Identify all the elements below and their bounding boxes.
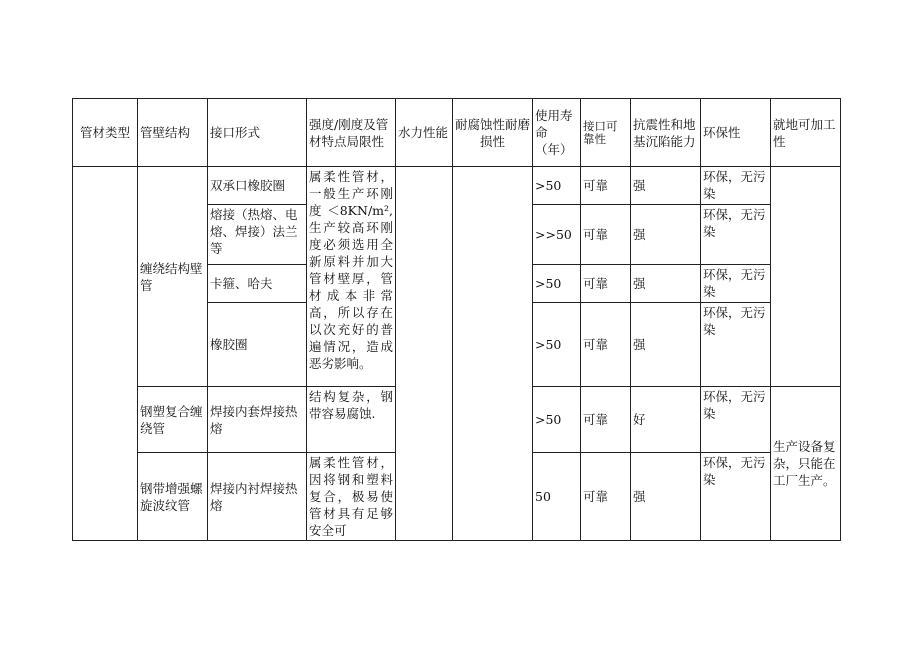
seismic-cell: 强 <box>631 167 701 205</box>
header-hydraulic: 水力性能 <box>396 99 453 167</box>
seismic-cell: 强 <box>631 453 701 541</box>
eco-cell: 环保，无污染 <box>701 265 771 303</box>
header-joint-form: 接口形式 <box>208 99 307 167</box>
header-eco: 环保性 <box>701 99 771 167</box>
wall-structure-cell: 钢塑复合缠绕管 <box>138 387 208 453</box>
header-onsite: 就地可加工性 <box>771 99 841 167</box>
hydraulic-cell <box>396 167 453 541</box>
reliability-cell: 可靠 <box>581 167 631 205</box>
header-pipe-type: 管材类型 <box>73 99 138 167</box>
table-row <box>73 167 841 205</box>
header-seismic: 抗震性和地基沉陷能力 <box>631 99 701 167</box>
corrosion-cell <box>453 167 533 541</box>
service-life-cell: >50 <box>533 387 581 453</box>
eco-cell: 环保，无污染 <box>701 167 771 205</box>
seismic-cell: 强 <box>631 303 701 387</box>
joint-form-cell: 焊接内衬焊接热熔 <box>208 453 307 541</box>
seismic-cell: 强 <box>631 205 701 265</box>
eco-cell: 环保，无污染 <box>701 387 771 453</box>
header-joint-reliability: 接口可靠性 <box>581 99 631 167</box>
wall-structure-cell: 缠绕结构壁管 <box>138 167 208 387</box>
joint-form-cell: 焊接内套焊接热熔 <box>208 387 307 453</box>
service-life-cell: 50 <box>533 453 581 541</box>
joint-form-cell: 卡箍、哈夫 <box>208 265 307 303</box>
reliability-cell: 可靠 <box>581 265 631 303</box>
header-service-life: 使用寿命 （年） <box>533 99 581 167</box>
service-life-cell: >50 <box>533 303 581 387</box>
onsite-cell: 生产设备复杂，只能在工厂生产。 <box>771 387 841 541</box>
eco-cell: 环保，无污染 <box>701 453 771 541</box>
seismic-cell: 好 <box>631 387 701 453</box>
header-wall-structure: 管壁结构 <box>138 99 208 167</box>
strength-cell: 属柔性管材，因将钢和塑料复合，极易使管材具有足够安全可 <box>307 453 396 541</box>
header-row <box>73 99 841 167</box>
joint-form-cell: 橡胶圈 <box>208 303 307 387</box>
strength-cell: 属柔性管材，一般生产环刚度＜8KN/m²,生产较高环刚度必须选用全新原料并加大管材壁厚，管材成本非常高，所以存在以次充好的普遍情况，造成恶劣影响。 <box>307 167 396 387</box>
joint-form-cell: 熔接（热熔、电熔、焊接）法兰等 <box>208 205 307 265</box>
joint-form-cell: 双承口橡胶圈 <box>208 167 307 205</box>
service-life-cell: >>50 <box>533 205 581 265</box>
header-corrosion: 耐腐蚀性耐磨损性 <box>453 99 533 167</box>
reliability-cell: 可靠 <box>581 387 631 453</box>
strength-cell: 结构复杂，钢带容易腐蚀. <box>307 387 396 453</box>
service-life-cell: >50 <box>533 265 581 303</box>
pipe-comparison-table <box>72 98 841 541</box>
pipe-type-cell <box>73 167 138 541</box>
header-strength: 强度/刚度及管材特点局限性 <box>307 99 396 167</box>
reliability-cell: 可靠 <box>581 205 631 265</box>
wall-structure-cell: 钢带增强螺旋波纹管 <box>138 453 208 541</box>
eco-cell: 环保，无污染 <box>701 205 771 265</box>
service-life-cell: >50 <box>533 167 581 205</box>
reliability-cell: 可靠 <box>581 453 631 541</box>
onsite-cell <box>771 167 841 387</box>
reliability-cell: 可靠 <box>581 303 631 387</box>
seismic-cell: 强 <box>631 265 701 303</box>
eco-cell: 环保，无污染 <box>701 303 771 387</box>
